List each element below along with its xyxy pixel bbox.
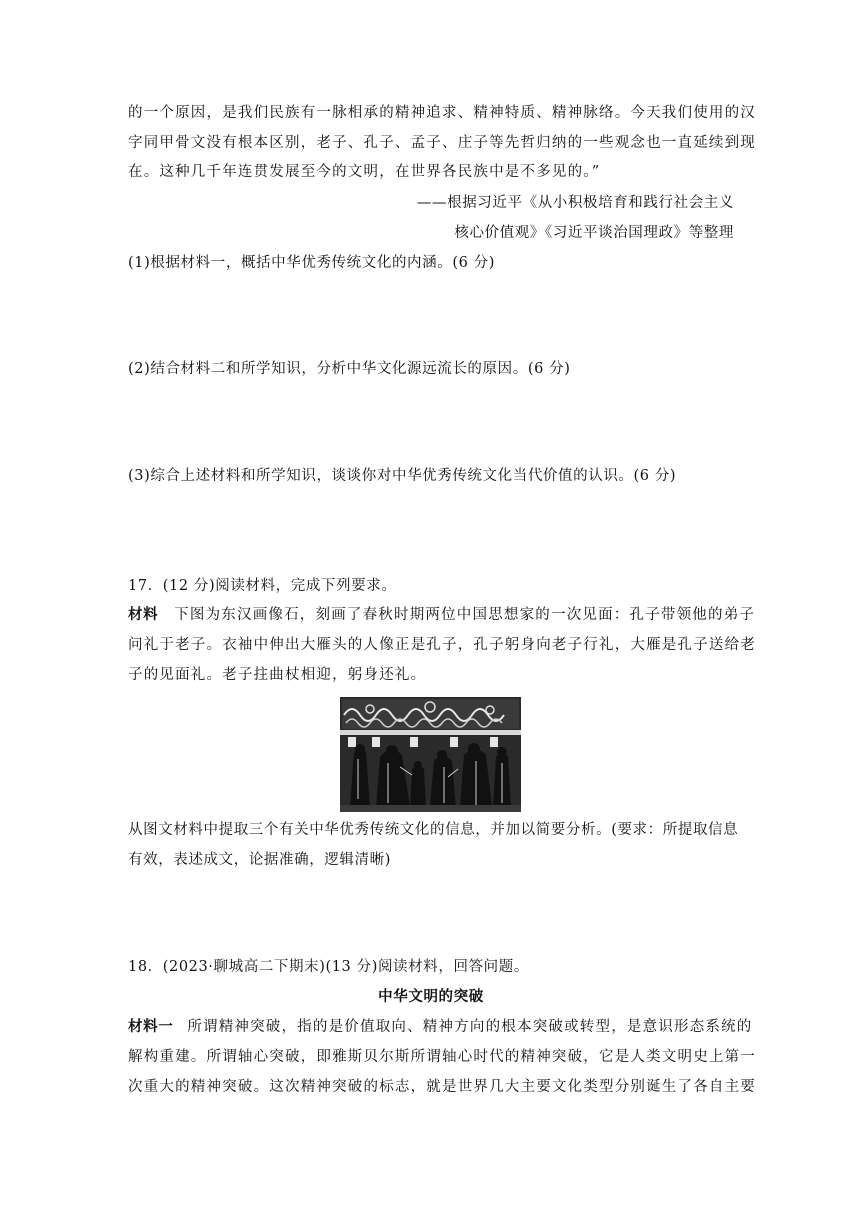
q17-task-line-2: 有效，表述成文，论据准确，逻辑清晰) [128, 852, 391, 868]
quote-line-2: 字同甲骨文没有根本区别，老子、孔子、孟子、庄子等先哲归纳的一些观念也一直延续到现 [128, 135, 756, 151]
q17-material-line-1 [128, 605, 756, 625]
q17-material-text-1: 下图为东汉画像石，刻画了春秋时期两位中国思想家的一次见面：孔子带领他的弟子 [174, 607, 756, 623]
q17-heading: 17．(12 分)阅读材料，完成下列要求。 [128, 578, 397, 594]
quote-line-3: 在。这种几千年连贯发展至今的文明，在世界各民族中是不多见的。” [128, 164, 601, 180]
q18-heading: 18．(2023·聊城高二下期末)(13 分)阅读材料，回答问题。 [128, 959, 529, 975]
q18-material-line-1 [128, 1017, 753, 1037]
q16-subquestion-1: (1)根据材料一，概括中华优秀传统文化的内涵。(6 分) [128, 255, 495, 271]
han-stone-relief-image [340, 697, 521, 812]
quote-source-1: ——根据习近平《从小积极培育和践行社会主义 [416, 195, 734, 211]
q16-subquestion-3: (3)综合上述材料和所学知识，谈谈你对中华优秀传统文化当代价值的认识。(6 分) [128, 468, 677, 484]
q18-material-line-2: 解构重建。所谓轴心突破，即雅斯贝尔斯所谓轴心时代的精神突破，它是人类文明史上第一 [128, 1049, 756, 1065]
q16-subquestion-2: (2)结合材料二和所学知识，分析中华文化源远流长的原因。(6 分) [128, 361, 571, 377]
q18-title: 中华文明的突破 [378, 989, 484, 1005]
quote-source-2: 核心价值观》《习近平谈治国理政》等整理 [454, 225, 734, 241]
q17-material-line-2: 问礼于老子。衣袖中伸出大雁头的人像正是孔子，孔子躬身向老子行礼，大雁是孔子送给老 [128, 637, 756, 653]
q17-task-line-1: 从图文材料中提取三个有关中华优秀传统文化的信息，并加以简要分析。(要求：所提取信息 [128, 822, 739, 838]
q18-material-line-3: 次重大的精神突破。这次精神突破的标志，就是世界几大主要文化类型分别诞生了各自主要 [128, 1079, 756, 1095]
quote-line-1: 的一个原因，是我们民族有一脉相承的精神追求、精神特质、精神脉络。今天我们使用的汉 [128, 105, 756, 121]
q17-material-label: 材料 [128, 606, 159, 623]
q18-material-label: 材料一 [128, 1018, 174, 1035]
q18-material-text-1: 所谓精神突破，指的是价值取向、精神方向的根本突破或转型，是意识形态系统的 [187, 1019, 753, 1035]
q17-material-line-3: 子的见面礼。老子拄曲杖相迎，躬身还礼。 [128, 667, 427, 683]
